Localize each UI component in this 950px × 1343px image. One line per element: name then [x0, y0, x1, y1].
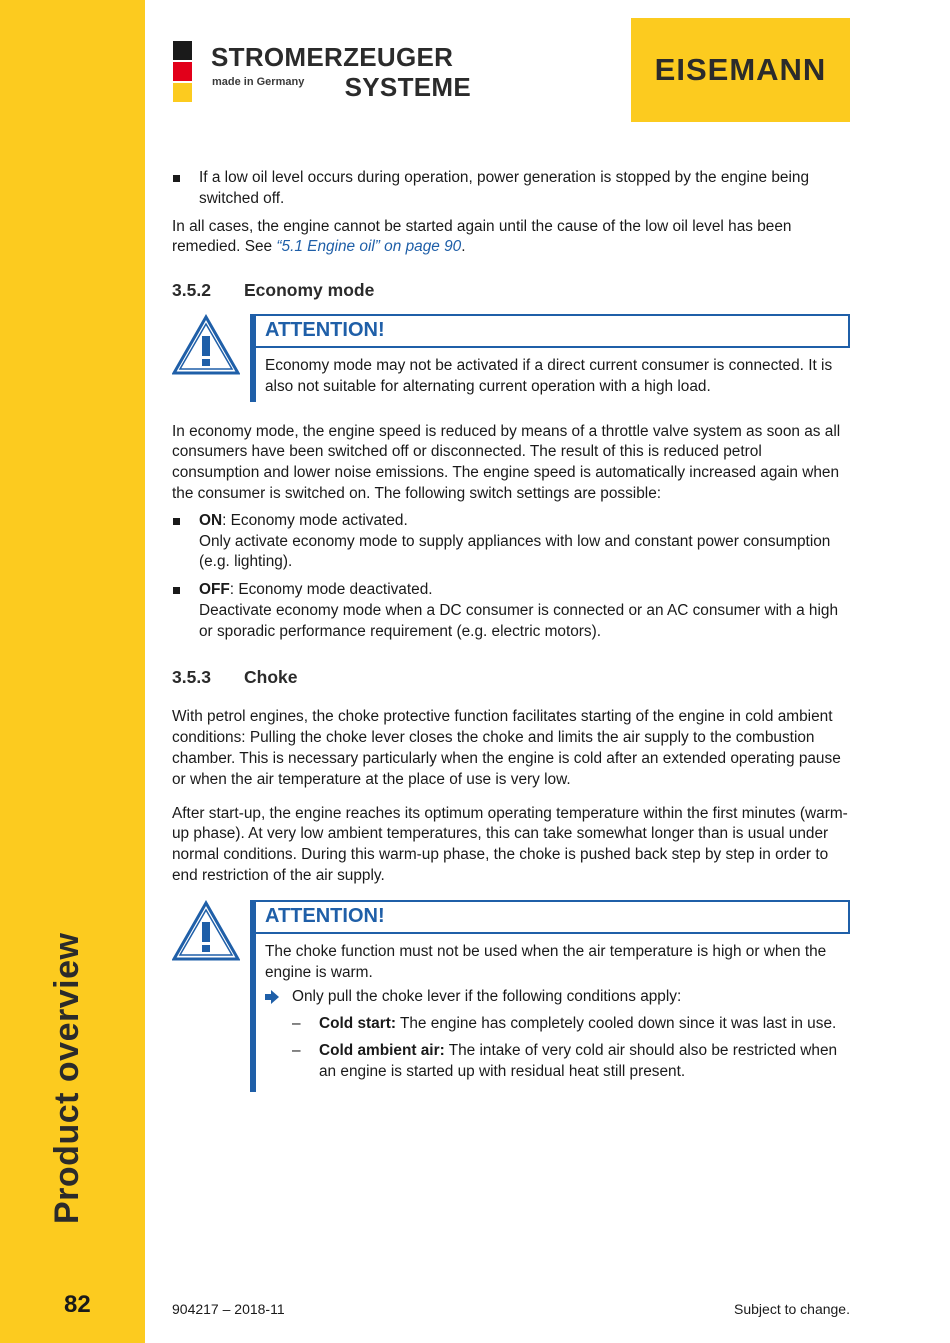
intro-end: .	[461, 238, 466, 256]
off-detail: Deactivate economy mode when a DC consumer is connected or an AC consumer with a high or sporadic performance requirement (e.g. electric motors).	[199, 601, 839, 640]
condition-label: Cold ambient air:	[319, 1041, 445, 1059]
page-number: 82	[64, 1291, 91, 1318]
condition-text: The engine has completely cooled down since it was last in use.	[395, 1015, 837, 1033]
section-number: 3.5.3	[172, 666, 211, 687]
attention-text: Economy mode may not be activated if a direct current consumer is connected. It is also not suitable for alternating current operation with a high load.	[265, 356, 833, 395]
dash-marker: –	[292, 1041, 301, 1059]
section-number: 3.5.2	[172, 280, 211, 301]
attention-text: The choke function must not be used when the air temperature is high or when the engine is warm.	[265, 942, 827, 981]
attention-box-choke	[172, 900, 850, 1092]
choke-paragraph-2: After start-up, the engine reaches its optimum operating temperature within the first minutes (warm-up phase). At very low ambient temperatures, this can take somewhat longer than is usual under normal conditions. During this warm-up phase, the choke is pushed back step by step in order to end restriction of the air supply.	[172, 804, 848, 884]
on-label: ON	[199, 511, 223, 529]
condition-cold-start	[265, 1014, 850, 1035]
off-label: OFF	[199, 581, 230, 599]
attention-title: ATTENTION!	[256, 314, 850, 348]
section-title-text: Choke	[244, 666, 298, 687]
engine-oil-link[interactable]: “5.1 Engine oil” on page 90	[276, 238, 462, 256]
section-title-text: Economy mode	[244, 280, 375, 301]
on-text: : Economy mode activated.	[222, 511, 408, 529]
section-heading-choke	[172, 667, 850, 688]
arrow-right-icon	[265, 990, 279, 1004]
logo-made-in: made in Germany	[212, 76, 305, 88]
instruction-step	[265, 987, 850, 1008]
attention-body	[250, 314, 850, 402]
choke-paragraph-1: With petrol engines, the choke protective function facilitates starting of the engine in cold ambient conditions: Pulling the choke lever closes the choke and limits the air supply to the combustion chamber. This is necessary particularly when the engine is cold after an extended operating pause or when the air temperature at the place of use is very low.	[172, 708, 841, 788]
sidebar	[0, 0, 145, 1343]
condition-label: Cold start:	[319, 1015, 396, 1033]
instruction-text: Only pull the choke lever if the following conditions apply:	[292, 988, 682, 1006]
document-code: 904217 – 2018-11	[172, 1301, 285, 1317]
on-detail: Only activate economy mode to supply appliances with low and constant power consumption (e.g. lighting).	[199, 532, 831, 571]
off-text: : Economy mode deactivated.	[229, 581, 433, 599]
logo-line-2: SYSTEME	[344, 72, 471, 102]
warning-triangle-icon	[172, 900, 240, 962]
footer-note: Subject to change.	[734, 1301, 850, 1317]
brand-name: EISEMANN	[654, 52, 827, 87]
economy-paragraph: In economy mode, the engine speed is reduced by means of a throttle valve system as soon as all consumers have been switched off or disconnected. The result of this is reduced petrol consumption and lower noise emissions. The engine speed is automatically increased again when the consumer is switched on. The following switch settings are possible:	[172, 422, 841, 502]
dash-marker: –	[292, 1015, 301, 1033]
warning-triangle-icon	[172, 314, 240, 376]
on-setting	[172, 511, 850, 573]
brand-logo	[631, 18, 850, 122]
section-heading-economy	[172, 280, 850, 301]
attention-body	[250, 900, 850, 1092]
section-title: Product overview	[48, 932, 86, 1224]
intro-paragraph	[172, 217, 850, 259]
flag-stripe-gold	[173, 83, 192, 102]
condition-cold-air	[265, 1041, 850, 1083]
company-logo	[211, 42, 473, 104]
intro-bullet: If a low oil level occurs during operation, power generation is stopped by the engine being switched off.	[172, 168, 850, 210]
attention-box-economy	[172, 314, 850, 402]
page-content	[172, 168, 850, 1112]
off-setting	[172, 580, 850, 642]
flag-stripe-black	[173, 41, 192, 60]
intro-text: In all cases, the engine cannot be started again until the cause of the low oil level has been remedied. See	[172, 217, 792, 256]
logo-line-1: STROMERZEUGER	[211, 42, 454, 72]
flag-stripe-red	[173, 62, 192, 81]
attention-title: ATTENTION!	[256, 900, 850, 934]
condition-text: The intake of very cold air should also be restricted when an engine is started up with residual heat still present.	[319, 1041, 838, 1080]
german-flag-icon	[173, 41, 192, 104]
